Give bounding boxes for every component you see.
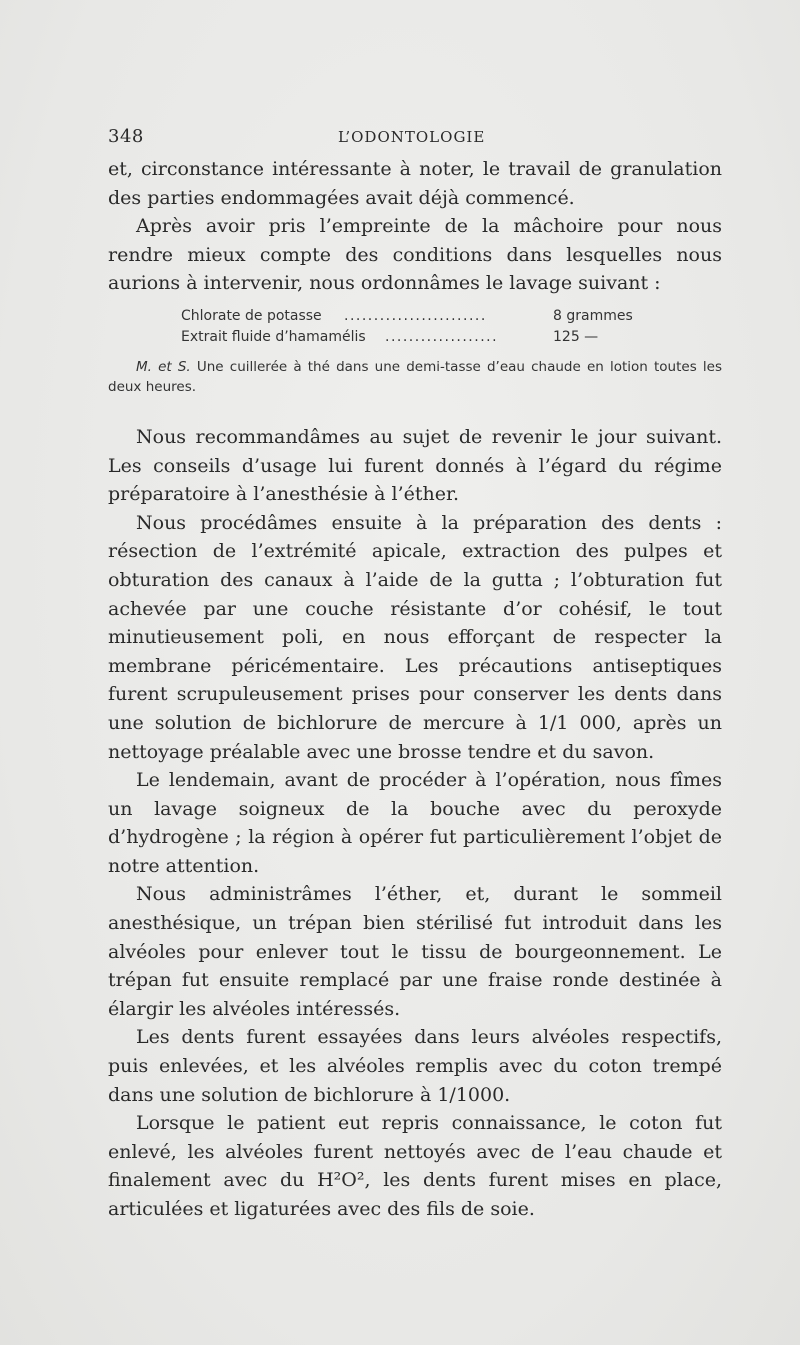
paragraph-recommendation: Nous recommandâmes au sujet de revenir le jour suivant. Les conseils d’usage lui furent donnés à l’égard du régime préparatoire à l’anesthésie à l’éther.: [108, 425, 722, 506]
paragraph-recovery: Lorsque le patient eut repris connaissance, le coton fut enlevé, les alvéoles furent nettoyés avec de l’eau chaude et finalement avec du H²O², les dents furent mises en place, articulées et ligaturées avec des fils de soie.: [108, 1112, 722, 1220]
article-body: [108, 155, 722, 1224]
formula-ingredient: Chlorate de potasse: [181, 307, 322, 324]
running-title: L’ODONTOLOGIE: [338, 128, 486, 146]
paragraph-preparation: Nous procédâmes ensuite à la préparation des dents : résection de l’extrémité apicale, extraction des pulpes et obturation des canaux à l’aide de la gutta ; l’obturation fut achevée par une couche résistante d’or cohésif, le tout minutieusement poli, en nous efforçant de respecter la membrane péricémentaire. Les précautions antiseptiques furent scrupuleusement prises pour conserver les dents dans une solution de bichlorure de mercure à 1/1 000, après un nettoyage préalable avec une brosse tendre et du savon.: [108, 511, 722, 763]
paragraph-teeth-tried: Les dents furent essayées dans leurs alvéoles respectifs, puis enlevées, et les alvéoles remplis avec du coton trempé dans une solution de bichlorure à 1/1000.: [108, 1026, 722, 1106]
paragraph-impression: Après avoir pris l’empreinte de la mâchoire pour nous rendre mieux compte des conditions dans lesquelles nous aurions à intervenir, nous ordonnâmes le lavage suivant :: [108, 215, 722, 295]
formula-quantity: 125 —: [553, 328, 599, 345]
formula-row: [108, 306, 722, 327]
instructions-text: Une cuillerée à thé dans une demi-tasse d’eau chaude en lotion toutes les deux heures.: [108, 358, 722, 395]
prescription-formula: [108, 306, 722, 348]
instructions-lead: M. et S.: [136, 358, 191, 375]
formula-quantity: 8 grammes: [553, 307, 633, 324]
dot-leader: ...................: [385, 328, 499, 345]
prescription-instructions: [108, 357, 722, 397]
formula-ingredient: Extrait fluide d’hamamélis: [181, 328, 366, 345]
paragraph-continuation: et, circonstance intéressante à noter, le travail de granulation des parties endommagées avait déjà commencé.: [108, 158, 722, 209]
dot-leader: ........................: [344, 307, 487, 324]
paragraph-anesthesia: Nous administrâmes l’éther, et, durant le sommeil anesthésique, un trépan bien stérilisé fut introduit dans les alvéoles pour enlever tout le tissu de bourgeonnement. Le trépan fut ensuite remplacé par une fraise ronde destinée à élargir les alvéoles intéressés.: [108, 883, 722, 1020]
page-header: [108, 126, 722, 150]
paragraph-next-day: Le lendemain, avant de procéder à l’opération, nous fîmes un lavage soigneux de la bouche avec du peroxyde d’hydrogène ; la région à opérer fut particulièrement l’objet de notre attention.: [108, 769, 722, 877]
section-gap: [108, 397, 722, 423]
formula-row: [108, 327, 722, 348]
page-number: 348: [108, 126, 144, 147]
